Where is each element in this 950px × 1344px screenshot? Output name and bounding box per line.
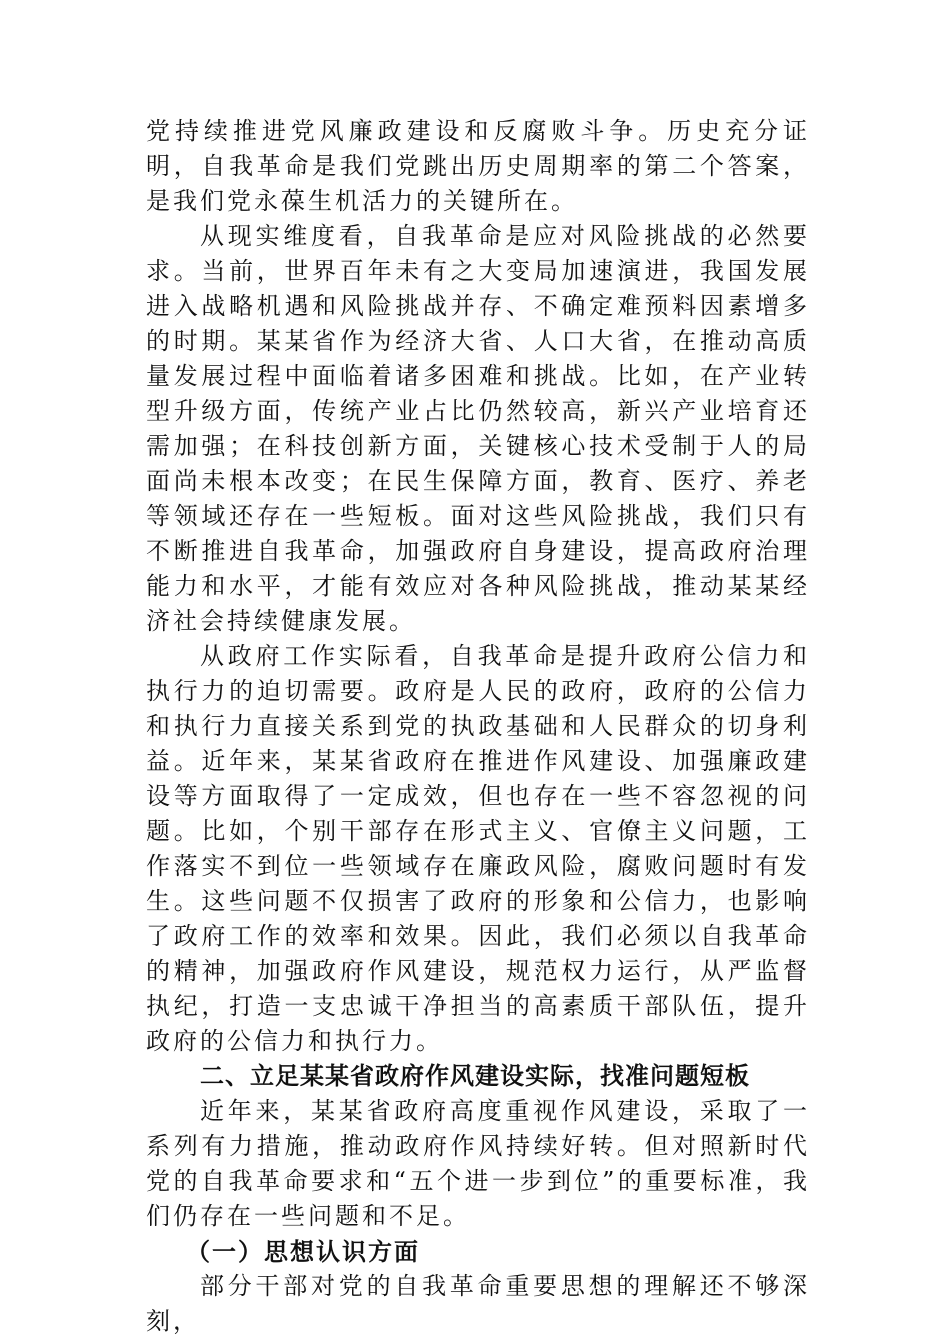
document-body (146, 114, 810, 1339)
paragraph-government-practice: 从政府工作实际看，自我革命是提升政府公信力和执行力的迫切需要。政府是人民的政府，政府的公信力和执行力直接关系到党的执政基础和人民群众的切身利益。近年来，某某省政府在推进作风建设、加强廉政建设等方面取得了一定成效，但也存在一些不容忽视的问题。比如，个别干部存在形式主义、官僚主义问题，工作落实不到位一些领域存在廉政风险，腐败问题时有发生。这些问题不仅损害了政府的形象和公信力，也影响了政府工作的效率和效果。因此，我们必须以自我革命的精神，加强政府作风建设，规范权力运行，从严监督执纪，打造一支忠诚干净担当的高素质干部队伍，提升政府的公信力和执行力。 (146, 642, 810, 1055)
paragraph-continuation: 党持续推进党风廉政建设和反腐败斗争。历史充分证明，自我革命是我们党跳出历史周期率的第二个答案，是我们党永葆生机活力的关键所在。 (146, 117, 810, 215)
paragraph-realistic-dimension: 从现实维度看，自我革命是应对风险挑战的必然要求。当前，世界百年未有之大变局加速演进，我国发展进入战略机遇和风险挑战并存、不确定难预料因素增多的时期。某某省作为经济大省、人口大省，在推动高质量发展过程中面临着诸多困难和挑战。比如，在产业转型升级方面，传统产业占比仍然较高，新兴产业培育还需加强；在科技创新方面，关键核心技术受制于人的局面尚未根本改变；在民生保障方面，教育、医疗、养老等领域还存在一些短板。面对这些风险挑战，我们只有不断推进自我革命，加强政府自身建设，提高政府治理能力和水平，才能有效应对各种风险挑战，推动某某经济社会持续健康发展。 (146, 222, 810, 635)
subheading: （一）思想认识方面 (186, 1237, 420, 1266)
section-heading: 二、立足某某省政府作风建设实际，找准问题短板 (200, 1062, 750, 1090)
paragraph-section-intro: 近年来，某某省政府高度重视作风建设，采取了一系列有力措施，推动政府作风持续好转。但对照新时代党的自我革命要求和“五个进一步到位”的重要标准，我们仍存在一些问题和不足。 (146, 1097, 810, 1230)
paragraph-last: 部分干部对党的自我革命重要思想的理解还不够深刻， (146, 1272, 810, 1335)
